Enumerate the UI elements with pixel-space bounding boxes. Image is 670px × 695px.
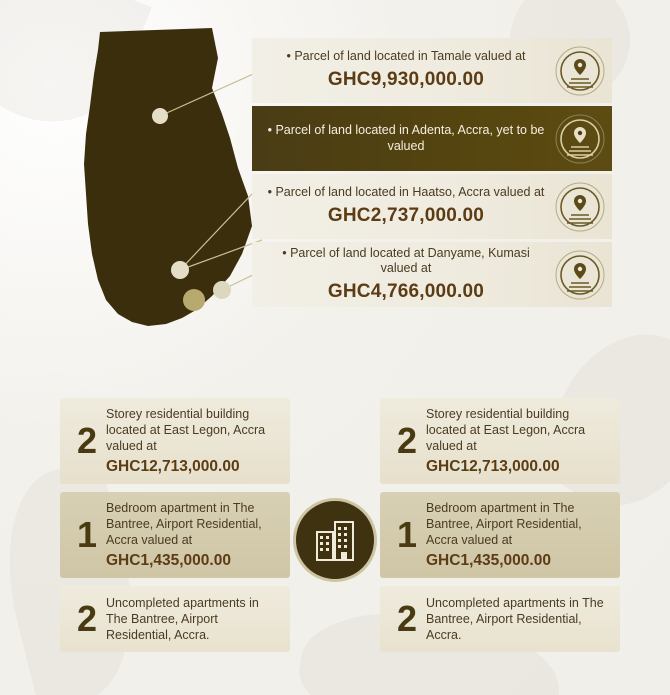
buildings-icon [293, 498, 377, 582]
land-pin-icon [554, 113, 606, 165]
land-parcel-row[interactable] [252, 38, 612, 103]
property-item[interactable] [60, 586, 290, 652]
kumasi-marker [183, 289, 205, 311]
property-item[interactable] [60, 398, 290, 484]
parcel-amount: GHC2,737,000.00 [327, 204, 485, 226]
left-property-column [60, 398, 290, 660]
property-amount: GHC12,713,000.00 [106, 458, 240, 475]
parcel-description: • Parcel of land located in Adenta, Accra, yet to be valued [267, 122, 545, 153]
haatso-marker [171, 261, 189, 279]
property-count: 2 [396, 598, 418, 639]
property-item[interactable] [380, 586, 620, 652]
property-label: Bedroom apartment in The Bantree, Airport Residential, Accra valued at [426, 501, 582, 547]
right-property-column [380, 398, 620, 660]
property-label: Uncompleted apartments in The Bantree, Airport Residential, Accra. [426, 596, 604, 642]
property-label: Uncompleted apartments in The Bantree, Airport Residential, Accra. [106, 596, 259, 642]
property-item[interactable] [60, 492, 290, 578]
property-count: 1 [396, 514, 418, 555]
property-count: 2 [396, 420, 418, 461]
property-label: Bedroom apartment in The Bantree, Airport Residential, Accra valued at [106, 501, 262, 547]
parcel-description: • Parcel of land located in Haatso, Accra valued at [267, 185, 545, 200]
property-count: 2 [76, 420, 98, 461]
parcel-amount: GHC9,930,000.00 [327, 68, 485, 90]
tamale-marker [152, 108, 168, 124]
property-label: Storey residential building located at East Legon, Accra valued at [106, 407, 266, 453]
parcel-description: • Parcel of land located at Danyame, Kumasi valued at [282, 245, 530, 276]
land-pin-icon [554, 181, 606, 233]
land-pin-icon [554, 249, 606, 301]
properties-section [0, 398, 670, 688]
land-parcel-row[interactable] [252, 242, 612, 307]
property-item[interactable] [380, 492, 620, 578]
property-count: 1 [76, 514, 98, 555]
land-parcel-row[interactable] [252, 174, 612, 239]
land-pin-icon [554, 45, 606, 97]
property-amount: GHC12,713,000.00 [426, 458, 560, 475]
land-parcel-row[interactable] [252, 106, 612, 171]
adenta-marker [213, 281, 231, 299]
land-parcels-list [252, 38, 612, 310]
parcel-description: • Parcel of land located in Tamale valued at [286, 49, 526, 64]
property-count: 2 [76, 598, 98, 639]
property-amount: GHC1,435,000.00 [106, 552, 231, 569]
property-amount: GHC1,435,000.00 [426, 552, 551, 569]
property-item[interactable] [380, 398, 620, 484]
parcel-amount: GHC4,766,000.00 [327, 280, 485, 302]
property-label: Storey residential building located at East Legon, Accra valued at [426, 407, 586, 453]
